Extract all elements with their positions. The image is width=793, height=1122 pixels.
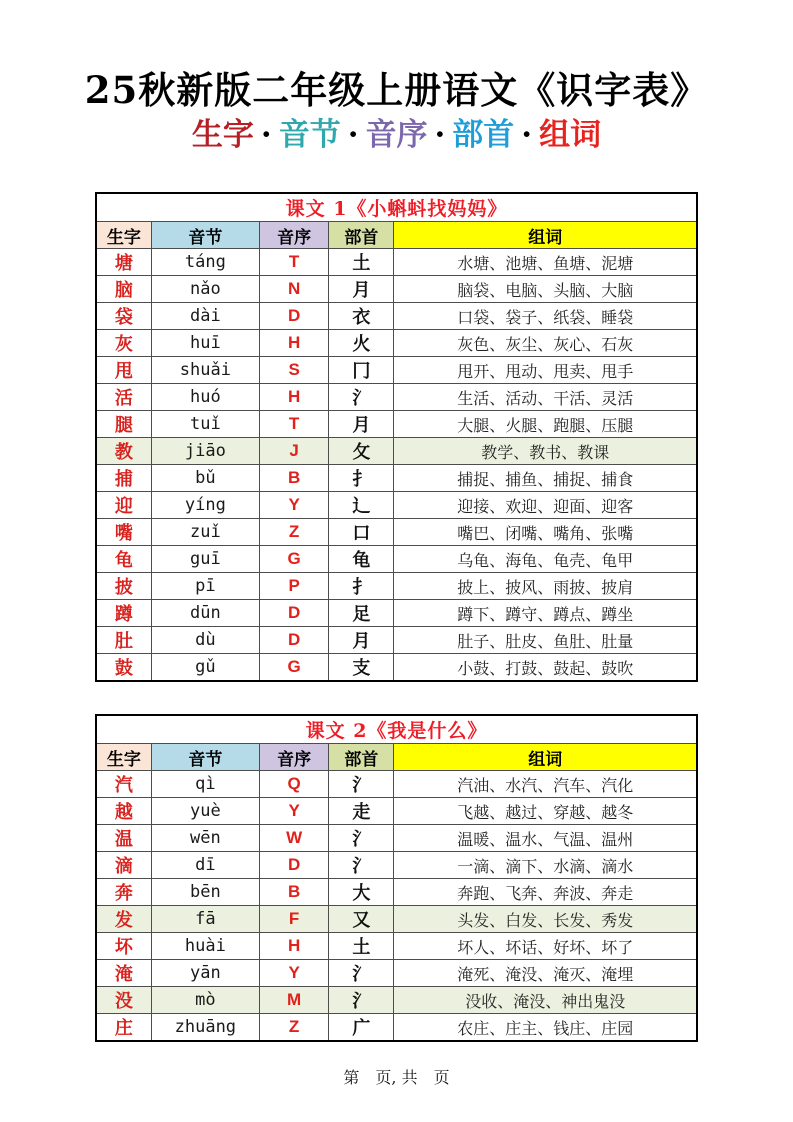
pinyin-cell: bǔ — [151, 465, 259, 492]
page-title: 25秋新版二年级上册语文《识字表》 — [84, 68, 709, 112]
pinyin-cell: jiāo — [151, 438, 259, 465]
column-header-pinyin: 音节 — [151, 222, 259, 249]
radical-cell: 又 — [329, 906, 394, 933]
character-row — [96, 357, 697, 384]
hanzi-cell: 灰 — [96, 330, 151, 357]
hanzi-cell: 活 — [96, 384, 151, 411]
initial-cell: B — [260, 879, 329, 906]
character-row — [96, 438, 697, 465]
subtitle-item: 音序 — [365, 117, 428, 154]
radical-cell: 口 — [329, 519, 394, 546]
words-cell: 披上、披风、雨披、披肩 — [394, 573, 697, 600]
character-row — [96, 627, 697, 654]
initial-cell: Q — [260, 771, 329, 798]
pinyin-cell: huài — [151, 933, 259, 960]
words-cell: 捕捉、捕鱼、捕捉、捕食 — [394, 465, 697, 492]
character-row — [96, 879, 697, 906]
radical-cell: 氵 — [329, 384, 394, 411]
initial-cell: T — [260, 411, 329, 438]
table-title: 课文 1《小蝌蚪找妈妈》 — [96, 193, 697, 222]
hanzi-cell: 教 — [96, 438, 151, 465]
character-row — [96, 798, 697, 825]
radical-cell: 扌 — [329, 465, 394, 492]
words-cell: 迎接、欢迎、迎面、迎客 — [394, 492, 697, 519]
words-cell: 灰色、灰尘、灰心、石灰 — [394, 330, 697, 357]
subtitle-separator-dot: · — [521, 117, 533, 154]
radical-cell: 辶 — [329, 492, 394, 519]
initial-cell: H — [260, 330, 329, 357]
character-row — [96, 906, 697, 933]
hanzi-cell: 越 — [96, 798, 151, 825]
character-row — [96, 933, 697, 960]
column-header-words: 组词 — [394, 744, 697, 771]
radical-cell: 月 — [329, 411, 394, 438]
initial-cell: F — [260, 906, 329, 933]
lesson-tables-container — [0, 192, 793, 1042]
words-cell: 奔跑、飞奔、奔波、奔走 — [394, 879, 697, 906]
pinyin-cell: dī — [151, 852, 259, 879]
column-header-initial: 音序 — [260, 744, 329, 771]
character-row — [96, 573, 697, 600]
subtitle-item: 部首 — [452, 117, 515, 154]
radical-cell: 大 — [329, 879, 394, 906]
radical-cell: 火 — [329, 330, 394, 357]
character-row — [96, 276, 697, 303]
initial-cell: D — [260, 627, 329, 654]
hanzi-cell: 滴 — [96, 852, 151, 879]
subtitle-item: 生字 — [191, 117, 254, 154]
pinyin-cell: guī — [151, 546, 259, 573]
radical-cell: 广 — [329, 1014, 394, 1042]
pinyin-cell: dài — [151, 303, 259, 330]
words-cell: 水塘、池塘、鱼塘、泥塘 — [394, 249, 697, 276]
character-row — [96, 825, 697, 852]
page-footer: 第 页, 共 页 — [343, 1068, 450, 1087]
words-cell: 蹲下、蹲守、蹲点、蹲坐 — [394, 600, 697, 627]
character-row — [96, 465, 697, 492]
initial-cell: D — [260, 852, 329, 879]
hanzi-cell: 龟 — [96, 546, 151, 573]
subtitle-separator-dot: · — [434, 117, 446, 154]
initial-cell: J — [260, 438, 329, 465]
initial-cell: N — [260, 276, 329, 303]
initial-cell: Y — [260, 960, 329, 987]
pinyin-cell: dūn — [151, 600, 259, 627]
character-row — [96, 960, 697, 987]
radical-cell: 氵 — [329, 960, 394, 987]
initial-cell: S — [260, 357, 329, 384]
lesson-table — [95, 192, 698, 682]
column-header-words: 组词 — [394, 222, 697, 249]
column-header-hanzi: 生字 — [96, 222, 151, 249]
pinyin-cell: qì — [151, 771, 259, 798]
words-cell: 生活、活动、干活、灵活 — [394, 384, 697, 411]
table-title-row — [96, 193, 697, 222]
pinyin-cell: huī — [151, 330, 259, 357]
words-cell: 温暖、温水、气温、温州 — [394, 825, 697, 852]
hanzi-cell: 蹲 — [96, 600, 151, 627]
radical-cell: 氵 — [329, 852, 394, 879]
character-row — [96, 384, 697, 411]
character-row — [96, 303, 697, 330]
character-row — [96, 771, 697, 798]
words-cell: 没收、淹没、神出鬼没 — [394, 987, 697, 1014]
hanzi-cell: 肚 — [96, 627, 151, 654]
words-cell: 脑袋、电脑、头脑、大脑 — [394, 276, 697, 303]
hanzi-cell: 袋 — [96, 303, 151, 330]
hanzi-cell: 没 — [96, 987, 151, 1014]
character-row — [96, 600, 697, 627]
words-cell: 小鼓、打鼓、鼓起、鼓吹 — [394, 654, 697, 682]
words-cell: 头发、白发、长发、秀发 — [394, 906, 697, 933]
lesson-table — [95, 714, 698, 1042]
subtitle-separator-dot: · — [347, 117, 359, 154]
character-row — [96, 987, 697, 1014]
words-cell: 大腿、火腿、跑腿、压腿 — [394, 411, 697, 438]
initial-cell: B — [260, 465, 329, 492]
pinyin-cell: pī — [151, 573, 259, 600]
hanzi-cell: 腿 — [96, 411, 151, 438]
character-row — [96, 411, 697, 438]
table-title: 课文 2《我是什么》 — [96, 715, 697, 744]
radical-cell: 土 — [329, 249, 394, 276]
words-cell: 口袋、袋子、纸袋、睡袋 — [394, 303, 697, 330]
initial-cell: Z — [260, 519, 329, 546]
column-header-hanzi: 生字 — [96, 744, 151, 771]
hanzi-cell: 甩 — [96, 357, 151, 384]
pinyin-cell: huó — [151, 384, 259, 411]
initial-cell: Z — [260, 1014, 329, 1042]
hanzi-cell: 温 — [96, 825, 151, 852]
radical-cell: 月 — [329, 627, 394, 654]
radical-cell: 扌 — [329, 573, 394, 600]
character-row — [96, 249, 697, 276]
hanzi-cell: 庄 — [96, 1014, 151, 1042]
words-cell: 嘴巴、闭嘴、嘴角、张嘴 — [394, 519, 697, 546]
column-header-pinyin: 音节 — [151, 744, 259, 771]
initial-cell: D — [260, 600, 329, 627]
radical-cell: 攵 — [329, 438, 394, 465]
pinyin-cell: yíng — [151, 492, 259, 519]
pinyin-cell: yān — [151, 960, 259, 987]
hanzi-cell: 嘴 — [96, 519, 151, 546]
hanzi-cell: 奔 — [96, 879, 151, 906]
words-cell: 汽油、水汽、汽车、汽化 — [394, 771, 697, 798]
character-row — [96, 519, 697, 546]
radical-cell: 冂 — [329, 357, 394, 384]
radical-cell: 支 — [329, 654, 394, 682]
words-cell: 肚子、肚皮、鱼肚、肚量 — [394, 627, 697, 654]
character-row — [96, 546, 697, 573]
subtitle-item: 组词 — [539, 117, 602, 154]
initial-cell: W — [260, 825, 329, 852]
pinyin-cell: zuǐ — [151, 519, 259, 546]
words-cell: 坏人、坏话、好坏、坏了 — [394, 933, 697, 960]
column-header-row — [96, 744, 697, 771]
pinyin-cell: tuǐ — [151, 411, 259, 438]
pinyin-cell: bēn — [151, 879, 259, 906]
words-cell: 甩开、甩动、甩卖、甩手 — [394, 357, 697, 384]
subtitle — [0, 118, 793, 154]
pinyin-cell: wēn — [151, 825, 259, 852]
hanzi-cell: 汽 — [96, 771, 151, 798]
radical-cell: 土 — [329, 933, 394, 960]
subtitle-separator-dot: · — [260, 117, 272, 154]
words-cell: 一滴、滴下、水滴、滴水 — [394, 852, 697, 879]
initial-cell: P — [260, 573, 329, 600]
initial-cell: M — [260, 987, 329, 1014]
hanzi-cell: 捕 — [96, 465, 151, 492]
hanzi-cell: 披 — [96, 573, 151, 600]
hanzi-cell: 坏 — [96, 933, 151, 960]
pinyin-cell: zhuāng — [151, 1014, 259, 1042]
words-cell: 乌龟、海龟、龟壳、龟甲 — [394, 546, 697, 573]
column-header-row — [96, 222, 697, 249]
initial-cell: H — [260, 933, 329, 960]
radical-cell: 氵 — [329, 825, 394, 852]
initial-cell: H — [260, 384, 329, 411]
radical-cell: 月 — [329, 276, 394, 303]
hanzi-cell: 脑 — [96, 276, 151, 303]
hanzi-cell: 迎 — [96, 492, 151, 519]
pinyin-cell: shuǎi — [151, 357, 259, 384]
words-cell: 飞越、越过、穿越、越冬 — [394, 798, 697, 825]
character-row — [96, 852, 697, 879]
character-row — [96, 1014, 697, 1042]
words-cell: 农庄、庄主、钱庄、庄园 — [394, 1014, 697, 1042]
radical-cell: 衣 — [329, 303, 394, 330]
radical-cell: 走 — [329, 798, 394, 825]
initial-cell: D — [260, 303, 329, 330]
pinyin-cell: mò — [151, 987, 259, 1014]
pinyin-cell: fā — [151, 906, 259, 933]
initial-cell: G — [260, 546, 329, 573]
character-row — [96, 492, 697, 519]
column-header-radical: 部首 — [329, 222, 394, 249]
character-row — [96, 330, 697, 357]
radical-cell: 足 — [329, 600, 394, 627]
character-row — [96, 654, 697, 682]
words-cell: 淹死、淹没、淹灭、淹埋 — [394, 960, 697, 987]
hanzi-cell: 淹 — [96, 960, 151, 987]
initial-cell: T — [260, 249, 329, 276]
radical-cell: 氵 — [329, 987, 394, 1014]
radical-cell: 龟 — [329, 546, 394, 573]
subtitle-item: 音节 — [278, 117, 341, 154]
pinyin-cell: dù — [151, 627, 259, 654]
column-header-radical: 部首 — [329, 744, 394, 771]
initial-cell: Y — [260, 798, 329, 825]
pinyin-cell: yuè — [151, 798, 259, 825]
initial-cell: Y — [260, 492, 329, 519]
radical-cell: 氵 — [329, 771, 394, 798]
hanzi-cell: 塘 — [96, 249, 151, 276]
pinyin-cell: gǔ — [151, 654, 259, 682]
initial-cell: G — [260, 654, 329, 682]
table-title-row — [96, 715, 697, 744]
pinyin-cell: táng — [151, 249, 259, 276]
hanzi-cell: 发 — [96, 906, 151, 933]
hanzi-cell: 鼓 — [96, 654, 151, 682]
column-header-initial: 音序 — [260, 222, 329, 249]
words-cell: 教学、教书、教课 — [394, 438, 697, 465]
pinyin-cell: nǎo — [151, 276, 259, 303]
